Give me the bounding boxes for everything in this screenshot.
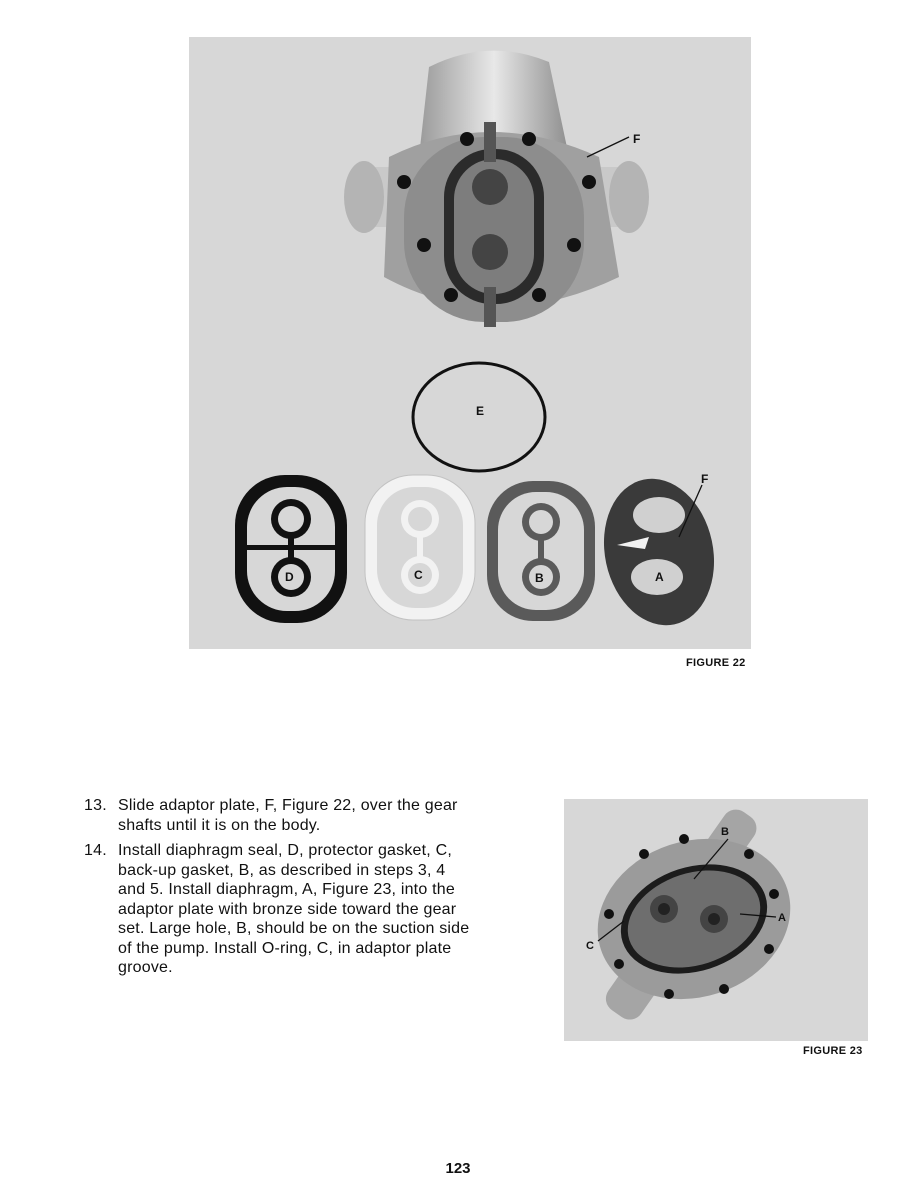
label-f-plate: F: [701, 472, 709, 486]
adaptor-plate-assembly: [577, 804, 812, 1025]
diaphragm-seal-d: [235, 475, 347, 623]
figure-22-photo: [189, 37, 751, 649]
protector-gasket-c: [365, 475, 475, 620]
label-a: A: [655, 570, 664, 584]
backup-gasket-b: [487, 481, 595, 621]
figure-22-illustration: [189, 37, 751, 649]
label-f-top: F: [633, 132, 641, 146]
label-b: B: [535, 571, 544, 585]
step-number: 14.: [84, 842, 107, 859]
instruction-step-14: [84, 841, 474, 978]
step-number: 13.: [84, 797, 107, 814]
figure-23-caption: FIGURE 23: [803, 1045, 863, 1057]
step-text: Install diaphragm seal, D, protector gasket, C, back-up gasket, B, as described in steps 3, 4 and 5. Install diaphragm, A, Figure 23, into the adaptor plate with bronze side toward the gear set. Large hole, B, should be on the suction side of the pump. Install O-ring, C, in adaptor plate groove.: [118, 842, 470, 976]
label-a-fig23: A: [778, 912, 786, 924]
page-number: 123: [445, 1160, 471, 1177]
label-b-fig23: B: [721, 826, 729, 838]
figure-23-illustration: [564, 799, 868, 1041]
diaphragm-a: [591, 468, 727, 635]
figure-23-photo: [564, 799, 868, 1041]
instruction-step-13: [84, 796, 474, 835]
step-text: Slide adaptor plate, F, Figure 22, over the gear shafts until it is on the body.: [118, 797, 458, 834]
pointer-f-line: [587, 137, 629, 157]
label-c: C: [414, 568, 423, 582]
label-d: D: [285, 570, 294, 584]
pump-body: [344, 51, 649, 327]
label-c-fig23: C: [586, 940, 594, 952]
label-e: E: [476, 404, 485, 418]
figure-22-caption: FIGURE 22: [686, 657, 746, 669]
instruction-list: [84, 796, 474, 984]
